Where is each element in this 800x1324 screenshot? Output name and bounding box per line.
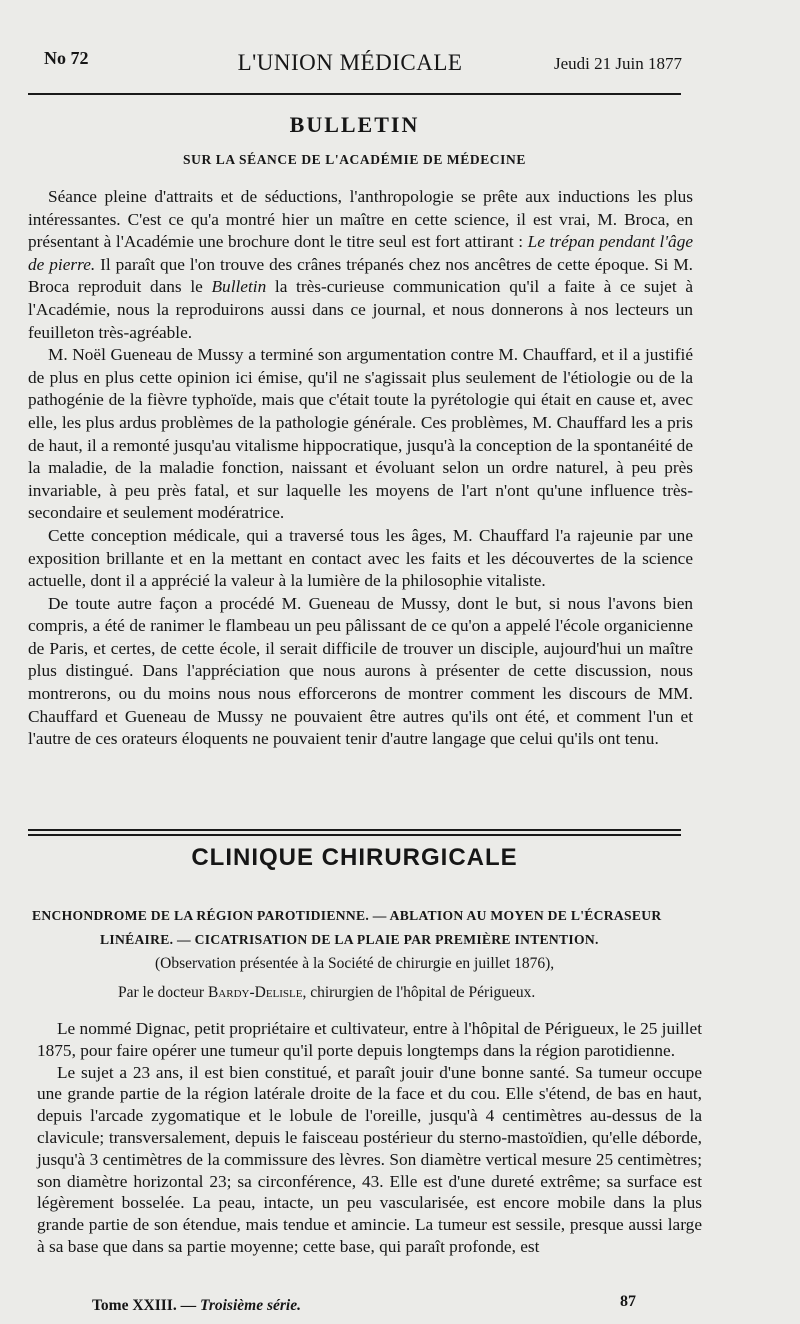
section-rule-bottom bbox=[28, 834, 681, 836]
bulletin-paragraph-2: M. Noël Gueneau de Mussy a terminé son argumentation contre M. Chauffard, et il a justifié de plus en plus cette opinion ici émise, qu'il ne s'agissait plus seulement de l'étiologie ou de la pathogénie de la fièvre typhoïde, mais que c'était toute la pyrétologie qui était en cause et, avec elle, les plus ardus problèmes de la pathologie générale. Ces problèmes, M. Chauffard les a pris de haut, il a remonté jusqu'au vitalisme hippocratique, jusqu'à la conception de la spontanéité de la maladie, de la maladie fonction, naissant et évoluant selon un ordre naturel, à peu près invariable, à peu près fatal, et sur laquelle les moyens de l'art n'ont qu'une influence très-secondaire et seulement modératrice. bbox=[28, 345, 693, 523]
author-name: Bardy-Delisle bbox=[207, 984, 303, 1001]
clinique-paragraph-1: Le nommé Dignac, petit propriétaire et cultivateur, entre à l'hôpital de Périgueux, le 25 juillet 1875, pour faire opérer une tumeur qu'il porte depuis longtemps dans la région parotidienne. bbox=[37, 1019, 702, 1060]
clinique-subheading-line-2: LINÉAIRE. — CICATRISATION DE LA PLAIE PAR PREMIÈRE INTENTION. bbox=[100, 932, 599, 947]
bulletin-paragraph-1: Séance pleine d'attraits et de séductions, l'anthropologie se prête aux inductions les plus intéressantes. C'est ce qu'a montré hier un maître en cette science, il est vrai, M. Broca, en présentant à l'Académie une brochure dont le titre seul est fort attirant : Le trépan pendant l'âge de pierre. Il paraît que l'on trouve des crânes trépanés chez nos ancêtres de cette époque. Si M. Broca reproduit dans le Bulletin la très-curieuse communication qu'il a faite à ce sujet à l'Académie, nous la reproduirons aussi dans ce journal, et nous donnerons à nos lecteurs un feuilleton très-agréable. bbox=[28, 187, 693, 342]
clinique-paragraph-2: Le sujet a 23 ans, il est bien constitué, et paraît jouir d'une bonne santé. Sa tumeur occupe une grande partie de la région latérale droite de la face et du cou. Elle s'étend, de bas en haut, depuis l'arcade zygomatique et le lobule de l'oreille, jusqu'à 4 centimètres au-dessus de la clavicule; transversalement, depuis le faisceau postérieur du sterno-mastoïdien, qu'elle déborde, jusqu'à 3 centimètres de la commissure des lèvres. Son diamètre vertical mesure 25 centimètres; son diamètre horizontal 23; sa circonférence, 43. Elle est d'une dureté extrême; sa surface est légèrement bosselée. La peau, intacte, un peu vascularisée, est encore mobile dans la plus grande partie de son étendue, mais tendue et amincie. La tumeur est sessile, presque aussi large à sa base que dans sa partie moyenne; cette base, qui paraît profonde, est bbox=[37, 1062, 702, 1256]
bulletin-paragraph-4: De toute autre façon a procédé M. Gueneau de Mussy, dont le but, si nous l'avons bien compris, a été de ranimer le flambeau un peu pâlissant de ce qu'on a appelé l'école organicienne de Paris, et certes, de cette école, il serait difficile de trouver un disciple, aujourd'hui un maître plus distingué. Dans l'appréciation que nous aurons à présenter de cette discussion, nous montrerons, ou du moins nous nous efforcerons de montrer comment les discours de MM. Chauffard et Gueneau de Mussy ne pouvaient être autres qu'ils ont été, et comment l'un et l'autre de ces orateurs éloquents ne pouvaient tenir d'autre langage que celui qu'ils ont tenu. bbox=[28, 593, 693, 749]
clinique-body bbox=[37, 1018, 702, 1258]
section-rule-top bbox=[28, 829, 681, 831]
page-number: 87 bbox=[620, 1293, 636, 1310]
clinique-subheading-line-1: ENCHONDROME DE LA RÉGION PAROTIDIENNE. — ABLATION AU MOYEN DE L'ÉCRASEUR bbox=[32, 908, 662, 923]
issue-date: Jeudi 21 Juin 1877 bbox=[554, 54, 682, 73]
observation-note: (Observation présentée à la Société de chirurgie en juillet 1876), bbox=[155, 955, 555, 972]
issue-number: No 72 bbox=[44, 48, 89, 68]
header-rule bbox=[28, 93, 681, 95]
bulletin-body bbox=[28, 186, 693, 751]
clinique-subheading bbox=[32, 904, 732, 952]
bulletin-title: BULLETIN bbox=[289, 112, 420, 137]
journal-title: L'UNION MÉDICALE bbox=[237, 50, 463, 75]
bulletin-subtitle: SUR LA SÉANCE DE L'ACADÉMIE DE MÉDECINE bbox=[183, 152, 526, 167]
footer-volume: Tome XXIII. — Troisième série. bbox=[92, 1297, 301, 1314]
clinique-title: CLINIQUE CHIRURGICALE bbox=[191, 844, 518, 871]
bulletin-paragraph-3: Cette conception médicale, qui a traversé tous les âges, M. Chauffard l'a rajeunie par une exposition brillante et en la mettant en contact avec les faits et les découvertes de la science actuelle, dont il a apprécié la valeur à la lumière de la philosophie vitaliste. bbox=[28, 525, 693, 591]
author-line: Par le docteur Bardy-Delisle, chirurgien de l'hôpital de Périgueux. bbox=[118, 984, 536, 1001]
